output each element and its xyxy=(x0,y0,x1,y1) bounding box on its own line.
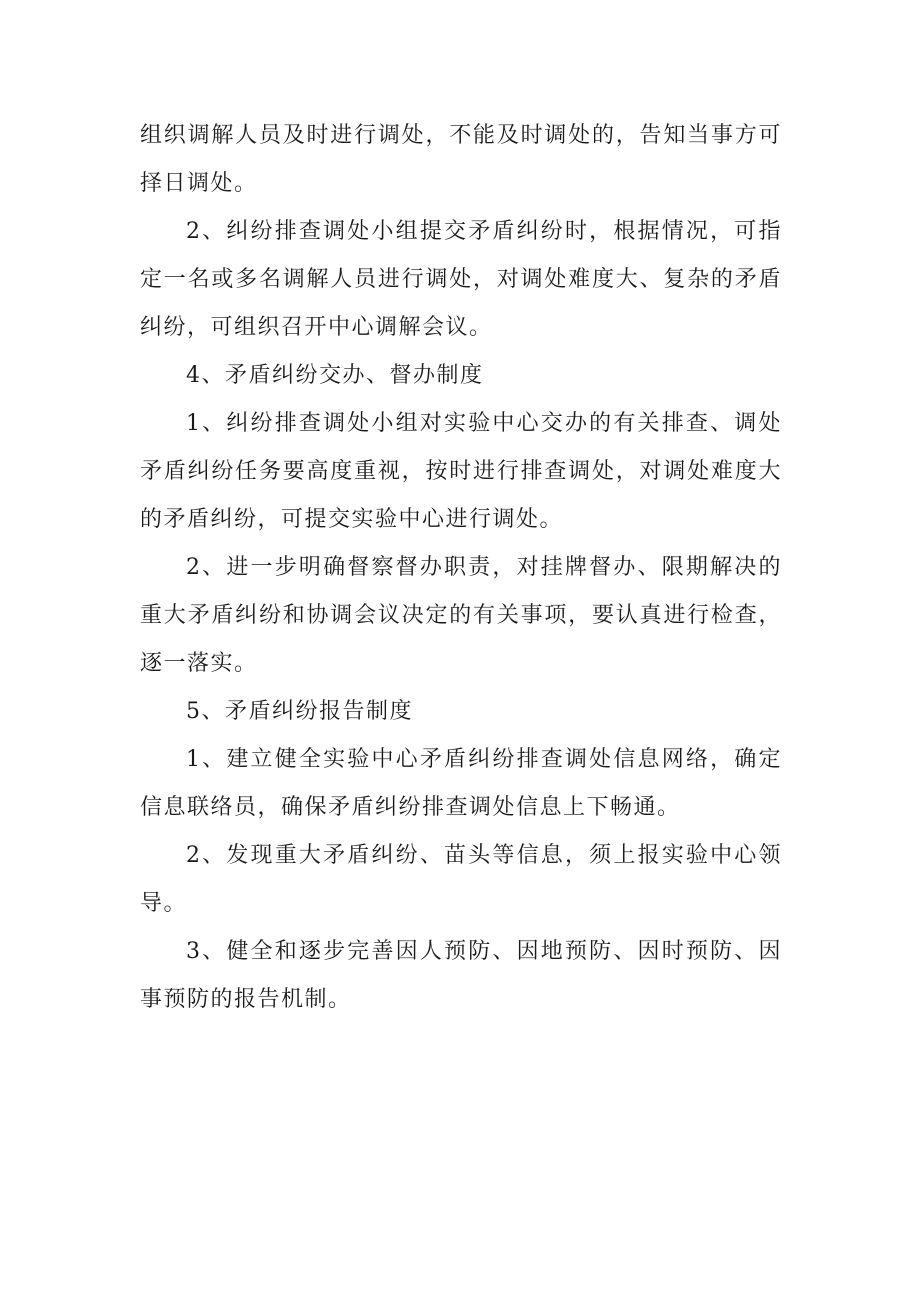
paragraph-item-3-prevention-mechanism: 3、健全和逐步完善因人预防、因地预防、因时预防、因事预防的报告机制。 xyxy=(140,939,782,1012)
paragraph-item-2-report-leaders: 2、发现重大矛盾纠纷、苗头等信息，须上报实验中心领导。 xyxy=(140,843,782,916)
paragraph-item-2-supervision-duties: 2、进一步明确督察督办职责，对挂牌督办、限期解决的重大矛盾纠纷和协调会议决定的有关事项，要认真进行检查，逐一落实。 xyxy=(140,555,782,676)
paragraph-continuation: 组织调解人员及时进行调处，不能及时调处的，告知当事方可择日调处。 xyxy=(140,123,782,196)
section-heading-4-assignment-supervision: 4、矛盾纠纷交办、督办制度 xyxy=(186,363,484,388)
section-heading-5-reporting-system: 5、矛盾纠纷报告制度 xyxy=(186,699,413,724)
paragraph-item-1-info-network: 1、建立健全实验中心矛盾纠纷排查调处信息网络，确定信息联络员，确保矛盾纠纷排查调处信息上下畅通。 xyxy=(140,747,782,820)
paragraph-item-2-assign-mediators: 2、纠纷排查调处小组提交矛盾纠纷时，根据情况，可指定一名或多名调解人员进行调处，对调处难度大、复杂的矛盾纠纷，可组织召开中心调解会议。 xyxy=(140,219,782,340)
document-body xyxy=(140,112,782,1024)
paragraph-item-1-handle-tasks: 1、纠纷排查调处小组对实验中心交办的有关排查、调处矛盾纠纷任务要高度重视，按时进行排查调处，对调处难度大的矛盾纠纷，可提交实验中心进行调处。 xyxy=(140,411,782,532)
